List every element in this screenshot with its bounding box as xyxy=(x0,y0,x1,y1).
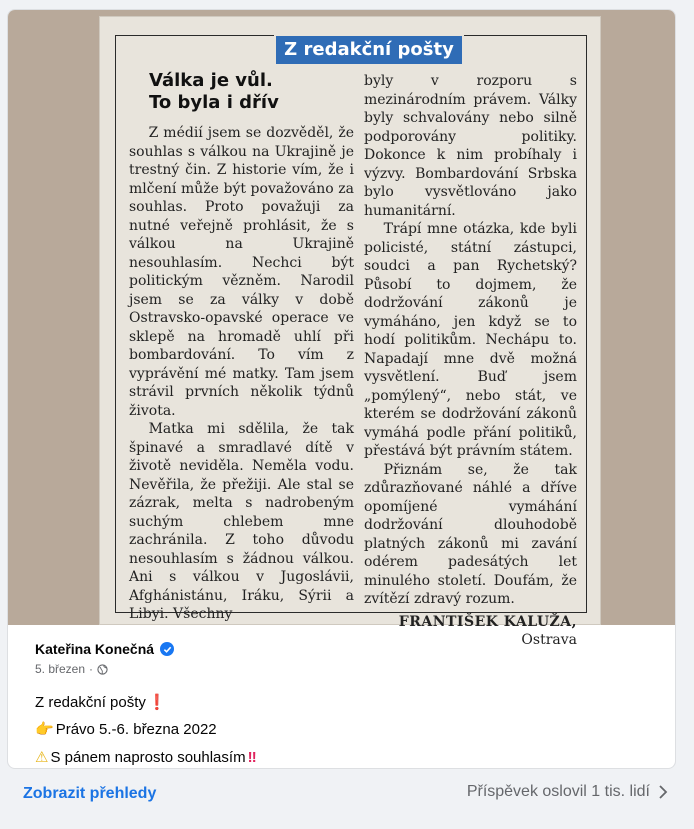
article-paragraph: Přiznám se, že tak zdůrazňované náhlé a dříve opomíjené vymáhání dodržování dlouhodobě platných zákonů mi zavání odérem padesátých let minulého století. Doufám, že zvítězí zdravý rozum. xyxy=(364,461,577,607)
article-title-line-2: To byla i dřív xyxy=(149,92,279,113)
post-photo[interactable] xyxy=(8,10,675,648)
post-text-line-2 xyxy=(35,720,217,738)
author-row xyxy=(35,641,174,657)
article-signature: FRANTIŠEK KALUŽA, xyxy=(398,613,577,630)
post-text-line-1 xyxy=(35,693,167,711)
article-paragraph: Trápí mne otázka, kde byli policisté, státní zástupci, soudci a pan Rychetský? Působí to dojmem, že dodržování zákonů je vymáháno, jen když se to hodí politikům. Nechápu to. Napadají mne dvě možná vysvětlení. Buď jsem „pomýlený“, nebo stát, ve kterém se dodržování zákonů vymáhá podle přání politiků, přestává být právním státem. xyxy=(364,221,577,459)
post-text: S pánem naprosto souhlasím xyxy=(50,748,246,766)
article-place: Ostrava xyxy=(521,632,577,648)
double-exclamation-icon: ‼ xyxy=(247,748,257,766)
verified-badge-icon xyxy=(160,642,174,656)
reach-text: Příspěvek oslovil 1 tis. lidí xyxy=(466,783,650,800)
article-frame xyxy=(115,35,587,648)
pointing-hand-icon: 👉 xyxy=(35,721,54,738)
article-paragraph: byly v rozporu s mezinárodním právem. Války byly schvalovány nebo silně podporovány politiky. Dokonce k nim probíhaly i výzvy. Bombardování Srbska bylo vysvětlováno jako humanitární. xyxy=(364,73,577,219)
article-paragraph: Z médií jsem se dozvěděl, že souhlas s válkou na Ukrajině je trestný čin. Z historie vím, že i mlčení může být považováno za souhlas. Proto považuji za nutné veřejně prohlásit, že s válkou na Ukrajině nesouhlasím. Nechci být politickým vězněm. Narodil jsem se za války v době Ostravsko-opavské operace ve sklepě na hromadě uhlí při bombardování. To vím z vyprávění mé matky. Tam jsem strávil prvních několik týdnů života. xyxy=(129,125,354,419)
newspaper-clipping xyxy=(100,17,600,648)
article-paragraph: Matka mi sdělila, že tak špinavé a smradlavé dítě v životě neviděla. Neměla vodu. Nevěřila, že přežiji. Ale stal se zázrak, melta s nadrobeným suchým chlebem mne zachránila. Z toho důvodu nesouhlasím s žádnou válkou. Ani s válkou v Jugoslávii, Afghánistánu, Iráku, Sýrii a Libyi. Všechny xyxy=(129,421,354,622)
post-text-line-3 xyxy=(35,748,257,766)
post-text: Z redakční pošty xyxy=(35,693,146,711)
reach-link[interactable] xyxy=(467,783,668,801)
article-title-line-1: Válka je vůl. xyxy=(149,70,273,91)
post-card xyxy=(7,9,676,769)
author-name[interactable]: Kateřina Konečná xyxy=(35,641,155,657)
article-right-column xyxy=(364,72,577,650)
exclamation-icon: ❗ xyxy=(147,694,167,711)
chevron-right-icon xyxy=(658,784,668,800)
warning-icon: ⚠ xyxy=(35,749,49,766)
article-title xyxy=(149,70,354,114)
globe-icon[interactable] xyxy=(97,664,108,675)
view-insights-link[interactable]: Zobrazit přehledy xyxy=(23,785,157,802)
post-date[interactable]: 5. březen xyxy=(35,662,86,676)
post-text: Právo 5.-6. března 2022 xyxy=(55,720,217,738)
section-banner: Z redakční pošty xyxy=(274,34,464,66)
post-meta xyxy=(35,662,108,676)
meta-separator: · xyxy=(89,662,94,676)
article-left-column xyxy=(129,70,354,624)
